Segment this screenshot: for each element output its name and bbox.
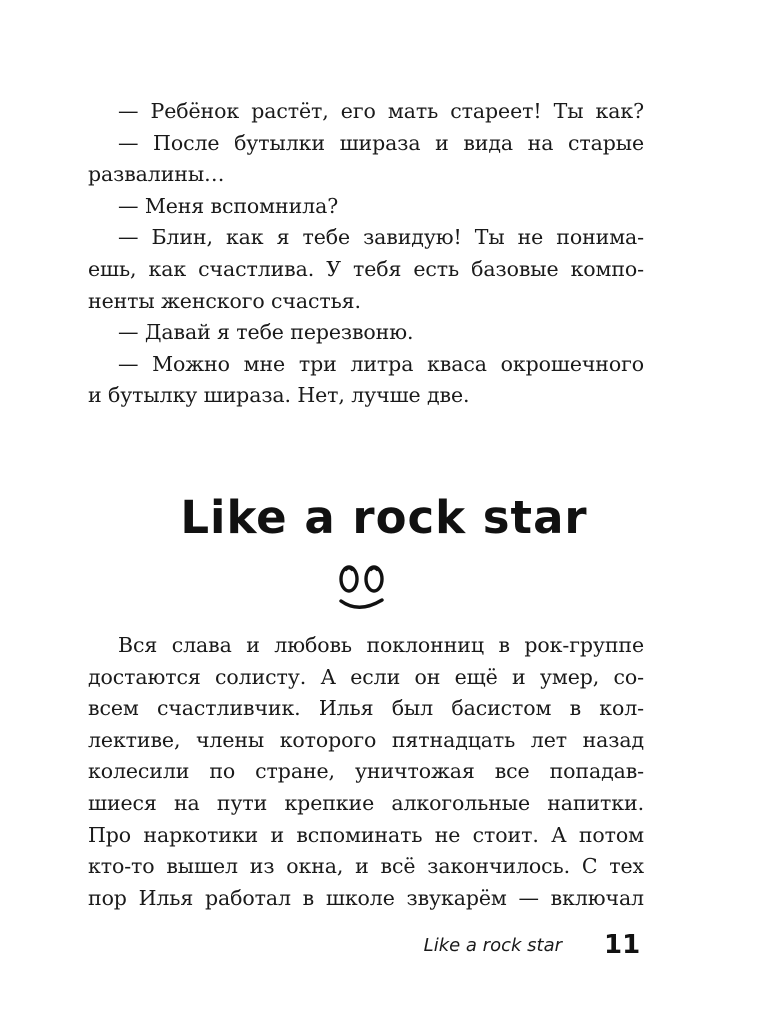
body-line: Про наркотики и вспоминать не стоит. А потом — [88, 822, 644, 847]
body-line: достаются солисту. А если он ещё и умер, со- — [88, 664, 644, 689]
dialogue-line: — Блин, как я тебе завидую! Ты не понима- — [118, 225, 644, 250]
smiling-face-doodle-icon — [334, 562, 390, 614]
dialogue-line: — Меня вспомнила? — [118, 193, 339, 218]
body-line: кто-то вышел из окна, и всё закончилось. С тех — [88, 854, 644, 879]
page-number: 11 — [604, 930, 641, 960]
dialogue-line: развалины… — [88, 162, 225, 187]
dialogue-line: и бутылку шираза. Нет, лучше две. — [88, 383, 470, 408]
body-line: колесили по стране, уничтожая все попадав- — [88, 759, 644, 784]
dialogue-line: ешь, как счастлива. У тебя есть базовые компо- — [88, 256, 644, 281]
running-title: Like a rock star — [423, 935, 562, 956]
chapter-title: Like a rock star — [180, 491, 588, 544]
body-line: шиеся на пути крепкие алкогольные напитки. — [88, 790, 644, 815]
dialogue-line: — После бутылки шираза и вида на старые — [118, 130, 644, 155]
dialogue-line: — Давай я тебе перезвоню. — [118, 320, 414, 345]
dialogue-line: — Можно мне три литра кваса окрошечного — [118, 351, 644, 376]
page-footer — [0, 928, 768, 964]
dialogue-line: — Ребёнок растёт, его мать стареет! Ты как? — [118, 99, 644, 123]
body-line: пор Илья работал в школе звукарём — включал — [88, 885, 644, 910]
dialogue-block — [88, 96, 644, 412]
body-line: всем счастливчик. Илья был басистом в кол- — [88, 696, 644, 721]
body-line: Вся слава и любовь поклонниц в рок-группе — [118, 633, 644, 657]
chapter-body — [88, 630, 644, 914]
dialogue-line: ненты женского счастья. — [88, 288, 361, 313]
body-line: лективе, члены которого пятнадцать лет назад — [88, 727, 644, 752]
